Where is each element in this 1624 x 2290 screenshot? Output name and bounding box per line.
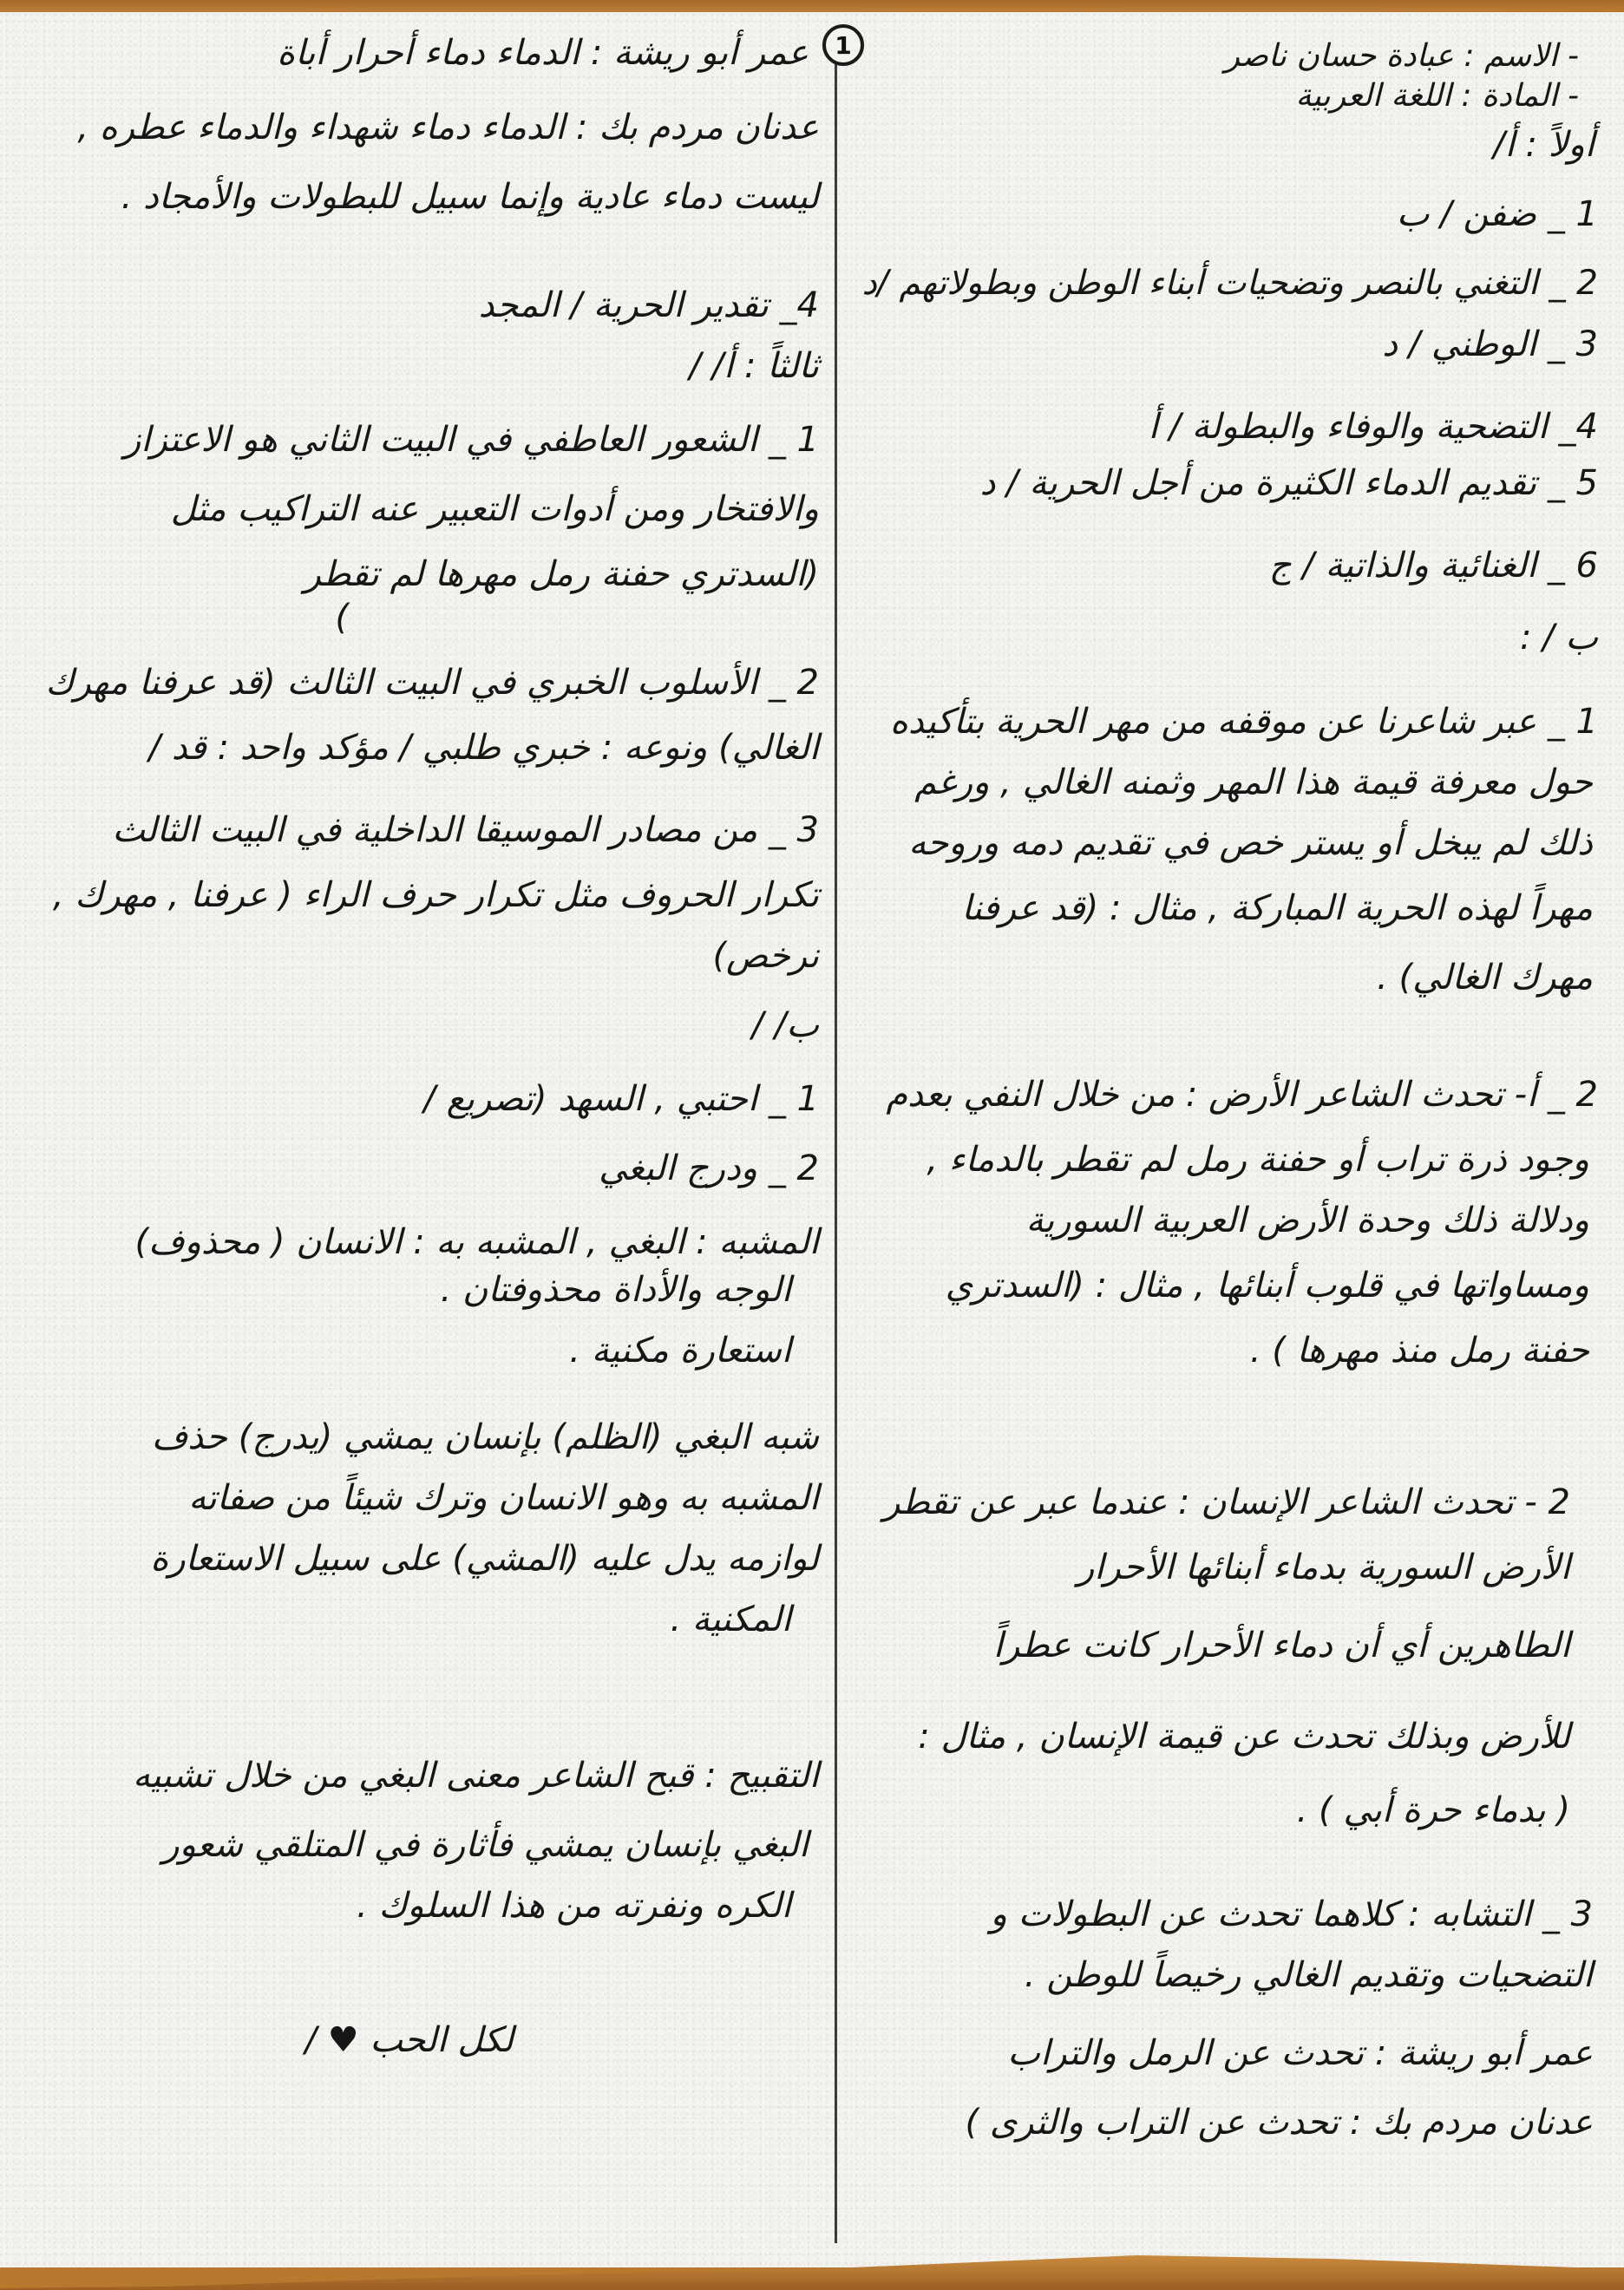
subject-line: - المادة : اللغة العربية <box>1295 78 1579 114</box>
answer-line: ودلالة ذلك وحدة الأرض العربية السورية <box>1025 1201 1589 1240</box>
answer-line: حفنة رمل منذ مهرها ) . <box>1249 1331 1589 1371</box>
answer-line: 1 _ احتبي , السهد (تصريع / <box>423 1079 819 1119</box>
answer-line: عمر أبو ريشة : الدماء دماء أحرار أباة <box>277 33 809 73</box>
answer-line: 1 _ ضفن / ب <box>1396 194 1598 234</box>
section-heading: ب/ / <box>751 1005 819 1045</box>
answer-line: مهراً لهذه الحرية المباركة , مثال : (قد عرفنا <box>961 888 1593 928</box>
answer-line: 2 _ التغني بالنصر وتضحيات أبناء الوطن وبطولاتهم /د <box>861 264 1598 303</box>
answer-line: وجود ذرة تراب أو حفنة رمل لم تقطر بالدماء , <box>927 1140 1589 1180</box>
answer-line: ومساواتها في قلوب أبنائها , مثال : (السدتري <box>945 1266 1589 1305</box>
answer-line: التقبيح : قبح الشاعر معنى البغي من خلال تشبيه <box>133 1756 819 1796</box>
answer-line: استعارة مكنية . <box>569 1331 791 1371</box>
answer-line: الكره ونفرته من هذا السلوك . <box>357 1886 791 1926</box>
answer-line: 4_ تقدير الحرية / المجد <box>478 285 819 325</box>
answer-line: الطاهرين أي أن دماء الأحرار كانت عطراً <box>992 1626 1570 1665</box>
answer-line: المشبه به وهو الانسان وترك شيئاً من صفاته <box>188 1478 819 1518</box>
answer-line: 6 _ الغنائية والذاتية / ج <box>1268 546 1598 586</box>
answer-line: التضحيات وتقديم الغالي رخيصاً للوطن . <box>1024 1955 1593 1995</box>
answer-line: ليست دماء عادية وإنما سبيل للبطولات والأمجاد . <box>121 177 819 217</box>
answer-line: 4_ التضحية والوفاء والبطولة / أ <box>1148 407 1598 447</box>
answer-line: المكنية . <box>670 1600 791 1639</box>
answer-line: تكرار الحروف مثل تكرار حرف الراء ( عرفنا , مهرك , <box>52 875 819 915</box>
answer-line: عمر أبو ريشة : تحدث عن الرمل والتراب <box>1007 2033 1593 2073</box>
closing-note: لكل الحب ♥ / <box>304 2020 514 2060</box>
answer-line: نرخص) <box>712 936 819 976</box>
answer-line: 1 _ الشعور العاطفي في البيت الثاني هو الاعتزاز <box>124 420 819 460</box>
answer-line: 1 _ عبر شاعرنا عن موقفه من مهر الحرية بتأكيده <box>889 702 1598 742</box>
answer-line: 2 _ الأسلوب الخبري في البيت الثالث (قد عرفنا مهرك <box>45 663 819 703</box>
answer-line: لوازمه يدل عليه (المشي) على سبيل الاستعارة <box>150 1539 819 1579</box>
answer-line: للأرض وبذلك تحدث عن قيمة الإنسان , مثال : <box>918 1717 1570 1757</box>
answer-line: عدنان مردم بك : الدماء دماء شهداء والدماء عطره , <box>77 108 819 147</box>
section-heading: ب / : <box>1519 618 1598 658</box>
answer-line: 3 _ التشابه : كلاهما تحدث عن البطولات و <box>990 1894 1593 1934</box>
section-heading: ثالثاً : أ/ / <box>689 346 819 386</box>
answer-line: 5 _ تقديم الدماء الكثيرة من أجل الحرية / د <box>979 463 1598 503</box>
answer-line: 2 _ ودرج البغي <box>599 1148 819 1188</box>
answer-line: ذلك لم يبخل أو يستر خص في تقديم دمه وروحه <box>908 823 1593 863</box>
section-heading: أولاً : أ/ <box>1493 125 1595 165</box>
page-number-badge <box>822 24 864 66</box>
student-name-line: - الاسم : عبادة حسان ناصر <box>1224 38 1579 74</box>
column-divider <box>835 57 837 2243</box>
answer-line: شبه البغي (الظلم) بإنسان يمشي (يدرج) حذف <box>151 1417 819 1457</box>
answer-line: المشبه : البغي , المشبه به : الانسان ( محذوف) <box>134 1222 819 1262</box>
answer-line: (السدتري حفنة رمل مهرها لم تقطر <box>304 554 819 594</box>
answer-line: حول معرفة قيمة هذا المهر وثمنه الغالي , ورغم <box>914 762 1593 802</box>
answer-line: الغالي) ونوعه : خبري طلبي / مؤكد واحد : قد / <box>148 728 819 768</box>
answer-line: 3 _ من مصادر الموسيقا الداخلية في البيت الثالث <box>112 810 819 850</box>
answer-line: الوجه والأداة محذوفتان . <box>440 1270 791 1310</box>
answer-line: 2 _ أ- تحدث الشاعر الأرض : من خلال النفي بعدم <box>886 1075 1598 1115</box>
answer-line: الأرض السورية بدماء أبنائها الأحرار <box>1077 1547 1570 1587</box>
left-column <box>19 0 826 2290</box>
answer-line: والافتخار ومن أدوات التعبير عنه التراكيب مثل <box>170 489 819 529</box>
answer-line: 3 _ الوطني / د <box>1382 324 1598 364</box>
answer-line: ( بدماء حرة أبي ) . <box>1296 1790 1570 1830</box>
right-column <box>859 0 1605 2290</box>
answer-line: البغي بإنسان يمشي فأثارة في المتلقي شعور <box>162 1825 809 1865</box>
answer-line: عدنان مردم بك : تحدث عن التراب والثرى ) <box>965 2103 1593 2143</box>
answer-line: مهرك الغالي) . <box>1377 958 1593 998</box>
answer-line: ) <box>335 598 349 638</box>
answer-line: 2 - تحدث الشاعر الإنسان : عندما عبر عن تقطر <box>883 1482 1570 1522</box>
page-number: 1 <box>835 30 852 60</box>
